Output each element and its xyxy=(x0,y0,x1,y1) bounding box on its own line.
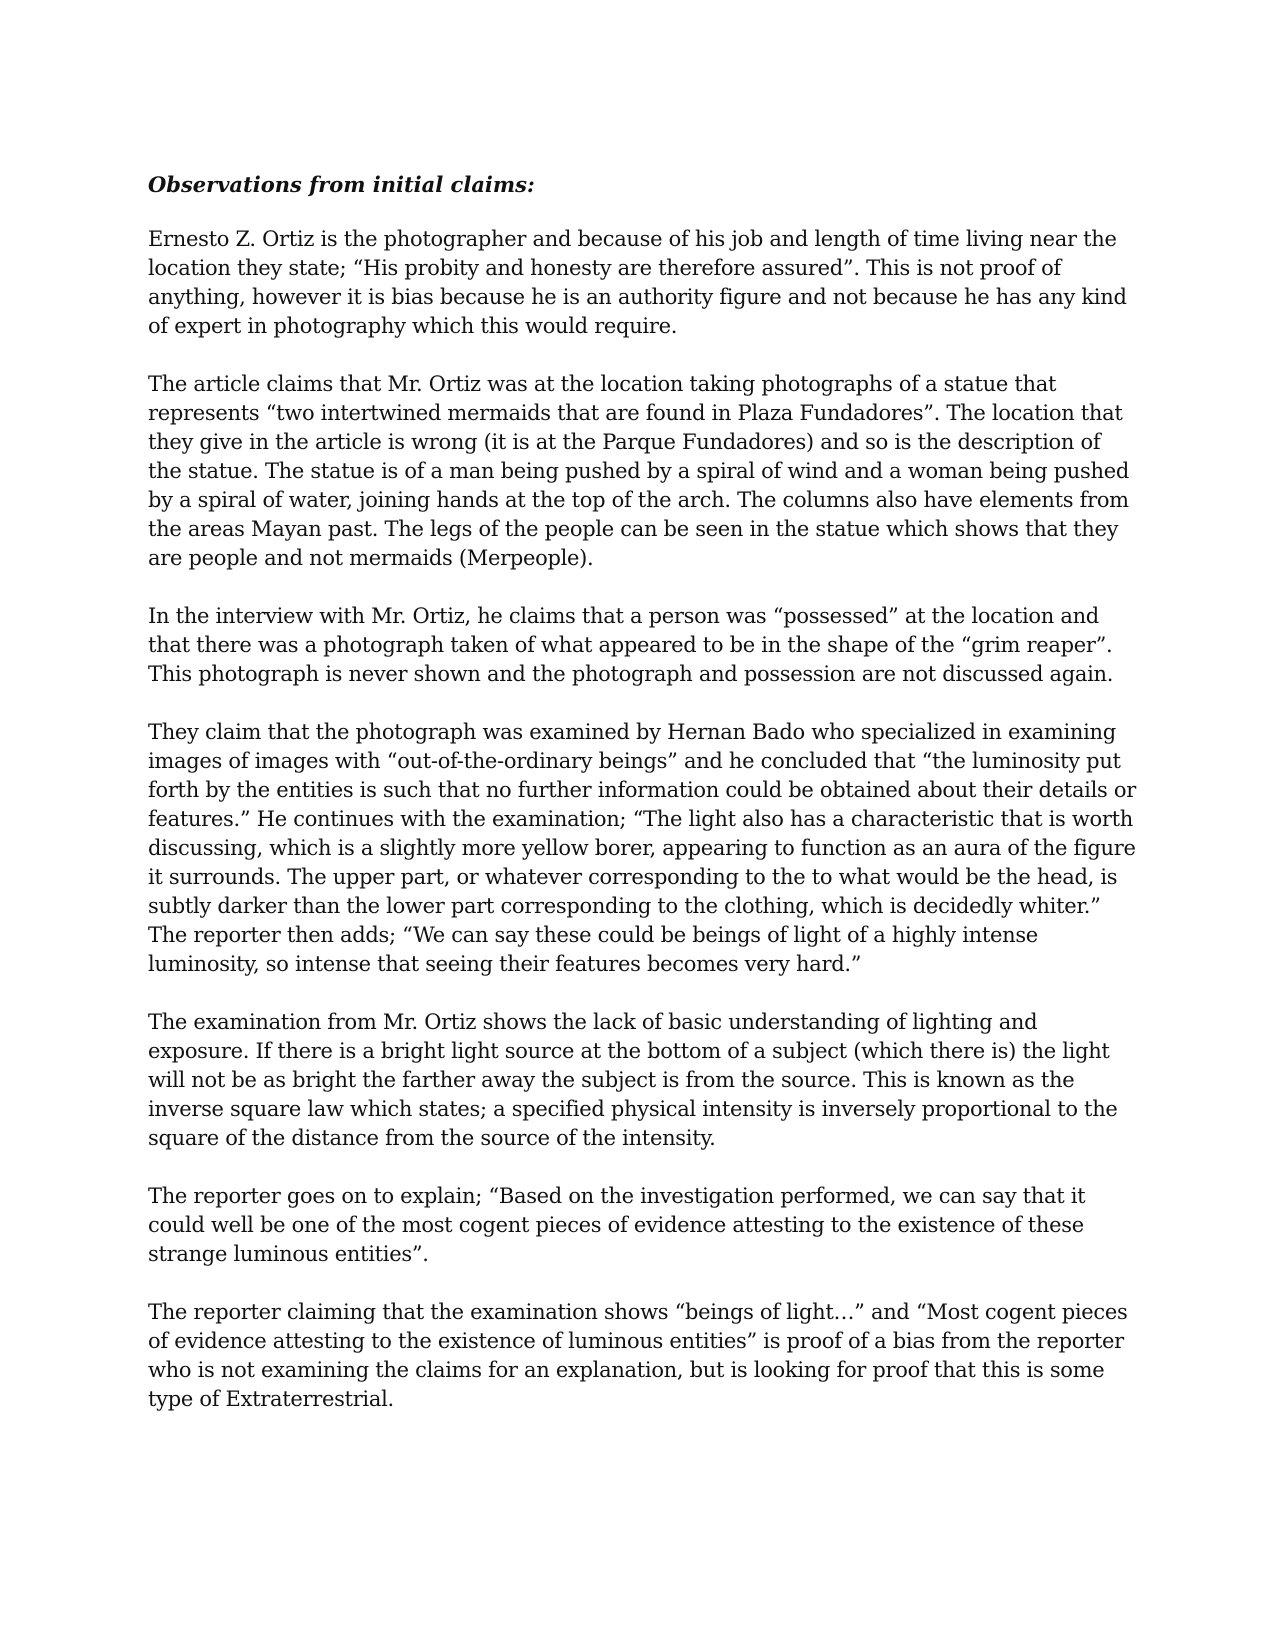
paragraph-lighting: The examination from Mr. Ortiz shows the lack of basic understanding of lighting and exposure. If there is a bright light source at the bottom of a subject (which there is) the light will not be as bright the farther away the subject is from the source. This is known as the inverse square law which states; a specified physical intensity is inversely proportional to the square of the distance from the source of the intensity. xyxy=(148,1010,1118,1150)
paragraph-bias: The reporter claiming that the examination shows “beings of light…” and “Most cogent pieces of evidence attesting to the existence of luminous entities” is proof of a bias from the reporter who is not examining the claims for an explanation, but is looking for proof that this is some type of Extraterrestrial. xyxy=(148,1300,1128,1411)
paragraph-reporter-explains: The reporter goes on to explain; “Based on the investigation performed, we can say that it could well be one of the most cogent pieces of evidence attesting to the existence of these strange luminous entities”. xyxy=(148,1184,1086,1266)
document-page xyxy=(148,170,1138,1414)
paragraph-statue: The article claims that Mr. Ortiz was at the location taking photographs of a statue that represents “two intertwined mermaids that are found in Plaza Fundadores”. The location that they give in the article is wrong (it is at the Parque Fundadores) and so is the description of the statue. The statue is of a man being pushed by a spiral of wind and a woman being pushed by a spiral of water, joining hands at the top of the arch. The columns also have elements from the areas Mayan past. The legs of the people can be seen in the statue which shows that they are people and not mermaids (Merpeople). xyxy=(148,372,1129,570)
section-heading: Observations from initial claims: xyxy=(148,172,535,197)
paragraph-interview: In the interview with Mr. Ortiz, he claims that a person was “possessed” at the location and that there was a photograph taken of what appeared to be in the shape of the “grim reaper”. This photograph is never shown and the photograph and possession are not discussed again. xyxy=(148,604,1114,686)
paragraph-examination: They claim that the photograph was examined by Hernan Bado who specialized in examining images of images with “out-of-the-ordinary beings” and he concluded that “the luminosity put forth by the entities is such that no further information could be obtained about their details or features.” He continues with the examination; “The light also has a characteristic that is worth discussing, which is a slightly more yellow borer, appearing to function as an aura of the figure it surrounds. The upper part, or whatever corresponding to the to what would be the head, is subtly darker than the lower part corresponding to the clothing, which is decidedly whiter.” The reporter then adds; “We can say these could be beings of light of a highly intense luminosity, so intense that seeing their features becomes very hard.” xyxy=(148,720,1136,976)
paragraph-photographer: Ernesto Z. Ortiz is the photographer and because of his job and length of time living near the location they state; “His probity and honesty are therefore assured”. This is not proof of anything, however it is bias because he is an authority figure and not because he has any kind of expert in photography which this would require. xyxy=(148,227,1127,338)
